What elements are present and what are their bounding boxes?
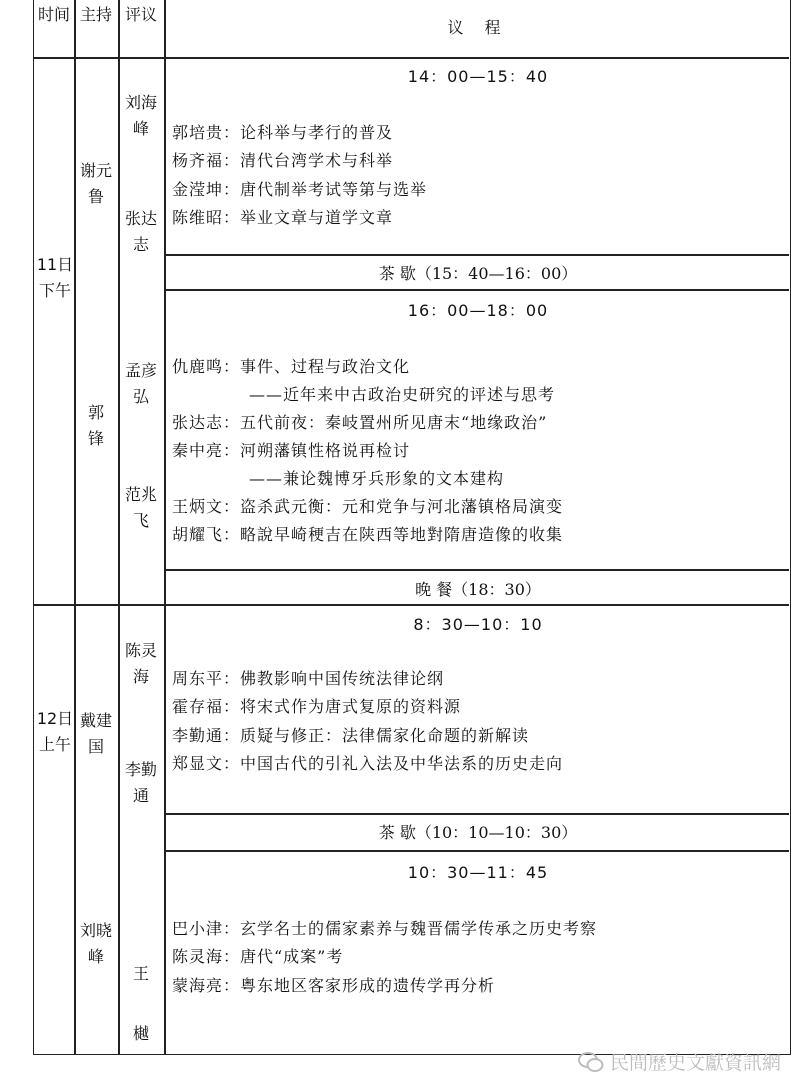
- talk-item: 李勤通：质疑与修正：法律儒家化命题的新解读: [172, 726, 530, 745]
- col-divider-2: [118, 0, 120, 1055]
- commentator-name: 陈灵海: [124, 641, 157, 686]
- commentator-name: 范兆飞: [124, 485, 157, 530]
- talk-item: 巴小津：玄学名士的儒家素养与魏晋儒学传承之历史考察: [172, 919, 598, 938]
- day-divider: [34, 604, 789, 606]
- header-agenda: 议 程: [447, 18, 509, 37]
- talk-item: 仇鹿鸣：事件、过程与政治文化: [172, 357, 411, 376]
- talk-item: 金滢坤：唐代制举考试等第与选举: [172, 180, 428, 199]
- talk-item: 张达志：五代前夜：秦岐置州所见唐末“地缘政治”: [172, 413, 548, 432]
- break-top-line: [164, 254, 789, 256]
- day-label: 12日上午: [36, 709, 74, 754]
- session-time: 10：30—11：45: [407, 863, 549, 882]
- session-time: 14：00—15：40: [407, 67, 549, 86]
- header-host: 主持: [79, 5, 112, 24]
- break2-bottom-line: [164, 850, 789, 852]
- commentator-name: 张达志: [124, 209, 157, 254]
- session-time: 8：30—10：10: [413, 615, 543, 634]
- talk-item: 杨齐福：清代台湾学术与科举: [172, 151, 394, 170]
- tea-break: 茶 歇（10：10—10：30）: [378, 823, 578, 842]
- talk-item: 周东平：佛教影响中国传统法律论纲: [172, 669, 445, 688]
- dinner-top-line: [164, 569, 789, 571]
- talk-item: 郑显文：中国古代的引礼入法及中华法系的历史走向: [172, 754, 564, 773]
- host-name: 谢元鲁: [79, 161, 112, 206]
- talk-item: 胡耀飞：略說早崎稉吉在陕西等地對隋唐造像的收集: [172, 525, 564, 544]
- host-name: 郭 锋: [87, 403, 104, 448]
- host-name: 刘晓峰: [79, 921, 112, 966]
- talk-item: 陈灵海：唐代“成案”考: [172, 947, 344, 966]
- session-time: 16：00—18：00: [407, 301, 549, 320]
- watermark-text: 民間歷史文獻資訊網: [609, 1052, 781, 1074]
- header-comment: 评议: [124, 5, 157, 24]
- wechat-icon: [578, 1051, 604, 1073]
- tea-break: 茶 歇（15：40—16：00）: [378, 264, 578, 283]
- col-divider-3: [164, 0, 166, 1055]
- break2-top-line: [164, 813, 789, 815]
- talk-subtitle: ——近年来中古政治史研究的评述与思考: [249, 385, 556, 404]
- talk-item: 蒙海亮：粤东地区客家形成的遗传学再分析: [172, 976, 496, 995]
- host-name: 戴建国: [79, 711, 112, 756]
- day-label: 11日下午: [36, 255, 74, 300]
- talk-subtitle: ——兼论魏博牙兵形象的文本建构: [249, 469, 505, 488]
- talk-item: 王炳文：盗杀武元衡：元和党争与河北藩镇格局演变: [172, 497, 564, 516]
- talk-item: 郭培贵：论科举与孝行的普及: [172, 123, 394, 142]
- commentator-name: 刘海峰: [124, 93, 157, 138]
- break-bottom-line: [164, 289, 789, 291]
- talk-item: 霍存福：将宋式作为唐式复原的资料源: [172, 697, 462, 716]
- dinner-break: 晚 餐（18：30）: [415, 580, 541, 599]
- col-divider-1: [74, 0, 76, 1055]
- header-divider: [34, 57, 789, 59]
- watermark: [578, 1048, 781, 1075]
- commentator-name: 孟彦弘: [124, 361, 157, 406]
- talk-item: 陈维昭：举业文章与道学文章: [172, 208, 394, 227]
- commentator-name: 李勤通: [124, 760, 157, 805]
- talk-item: 秦中亮：河朔藩镇性格说再检讨: [172, 441, 411, 460]
- commentator-name: 王 樾: [132, 964, 149, 1043]
- header-time: 时间: [37, 5, 70, 24]
- agenda-table: [33, 0, 791, 1055]
